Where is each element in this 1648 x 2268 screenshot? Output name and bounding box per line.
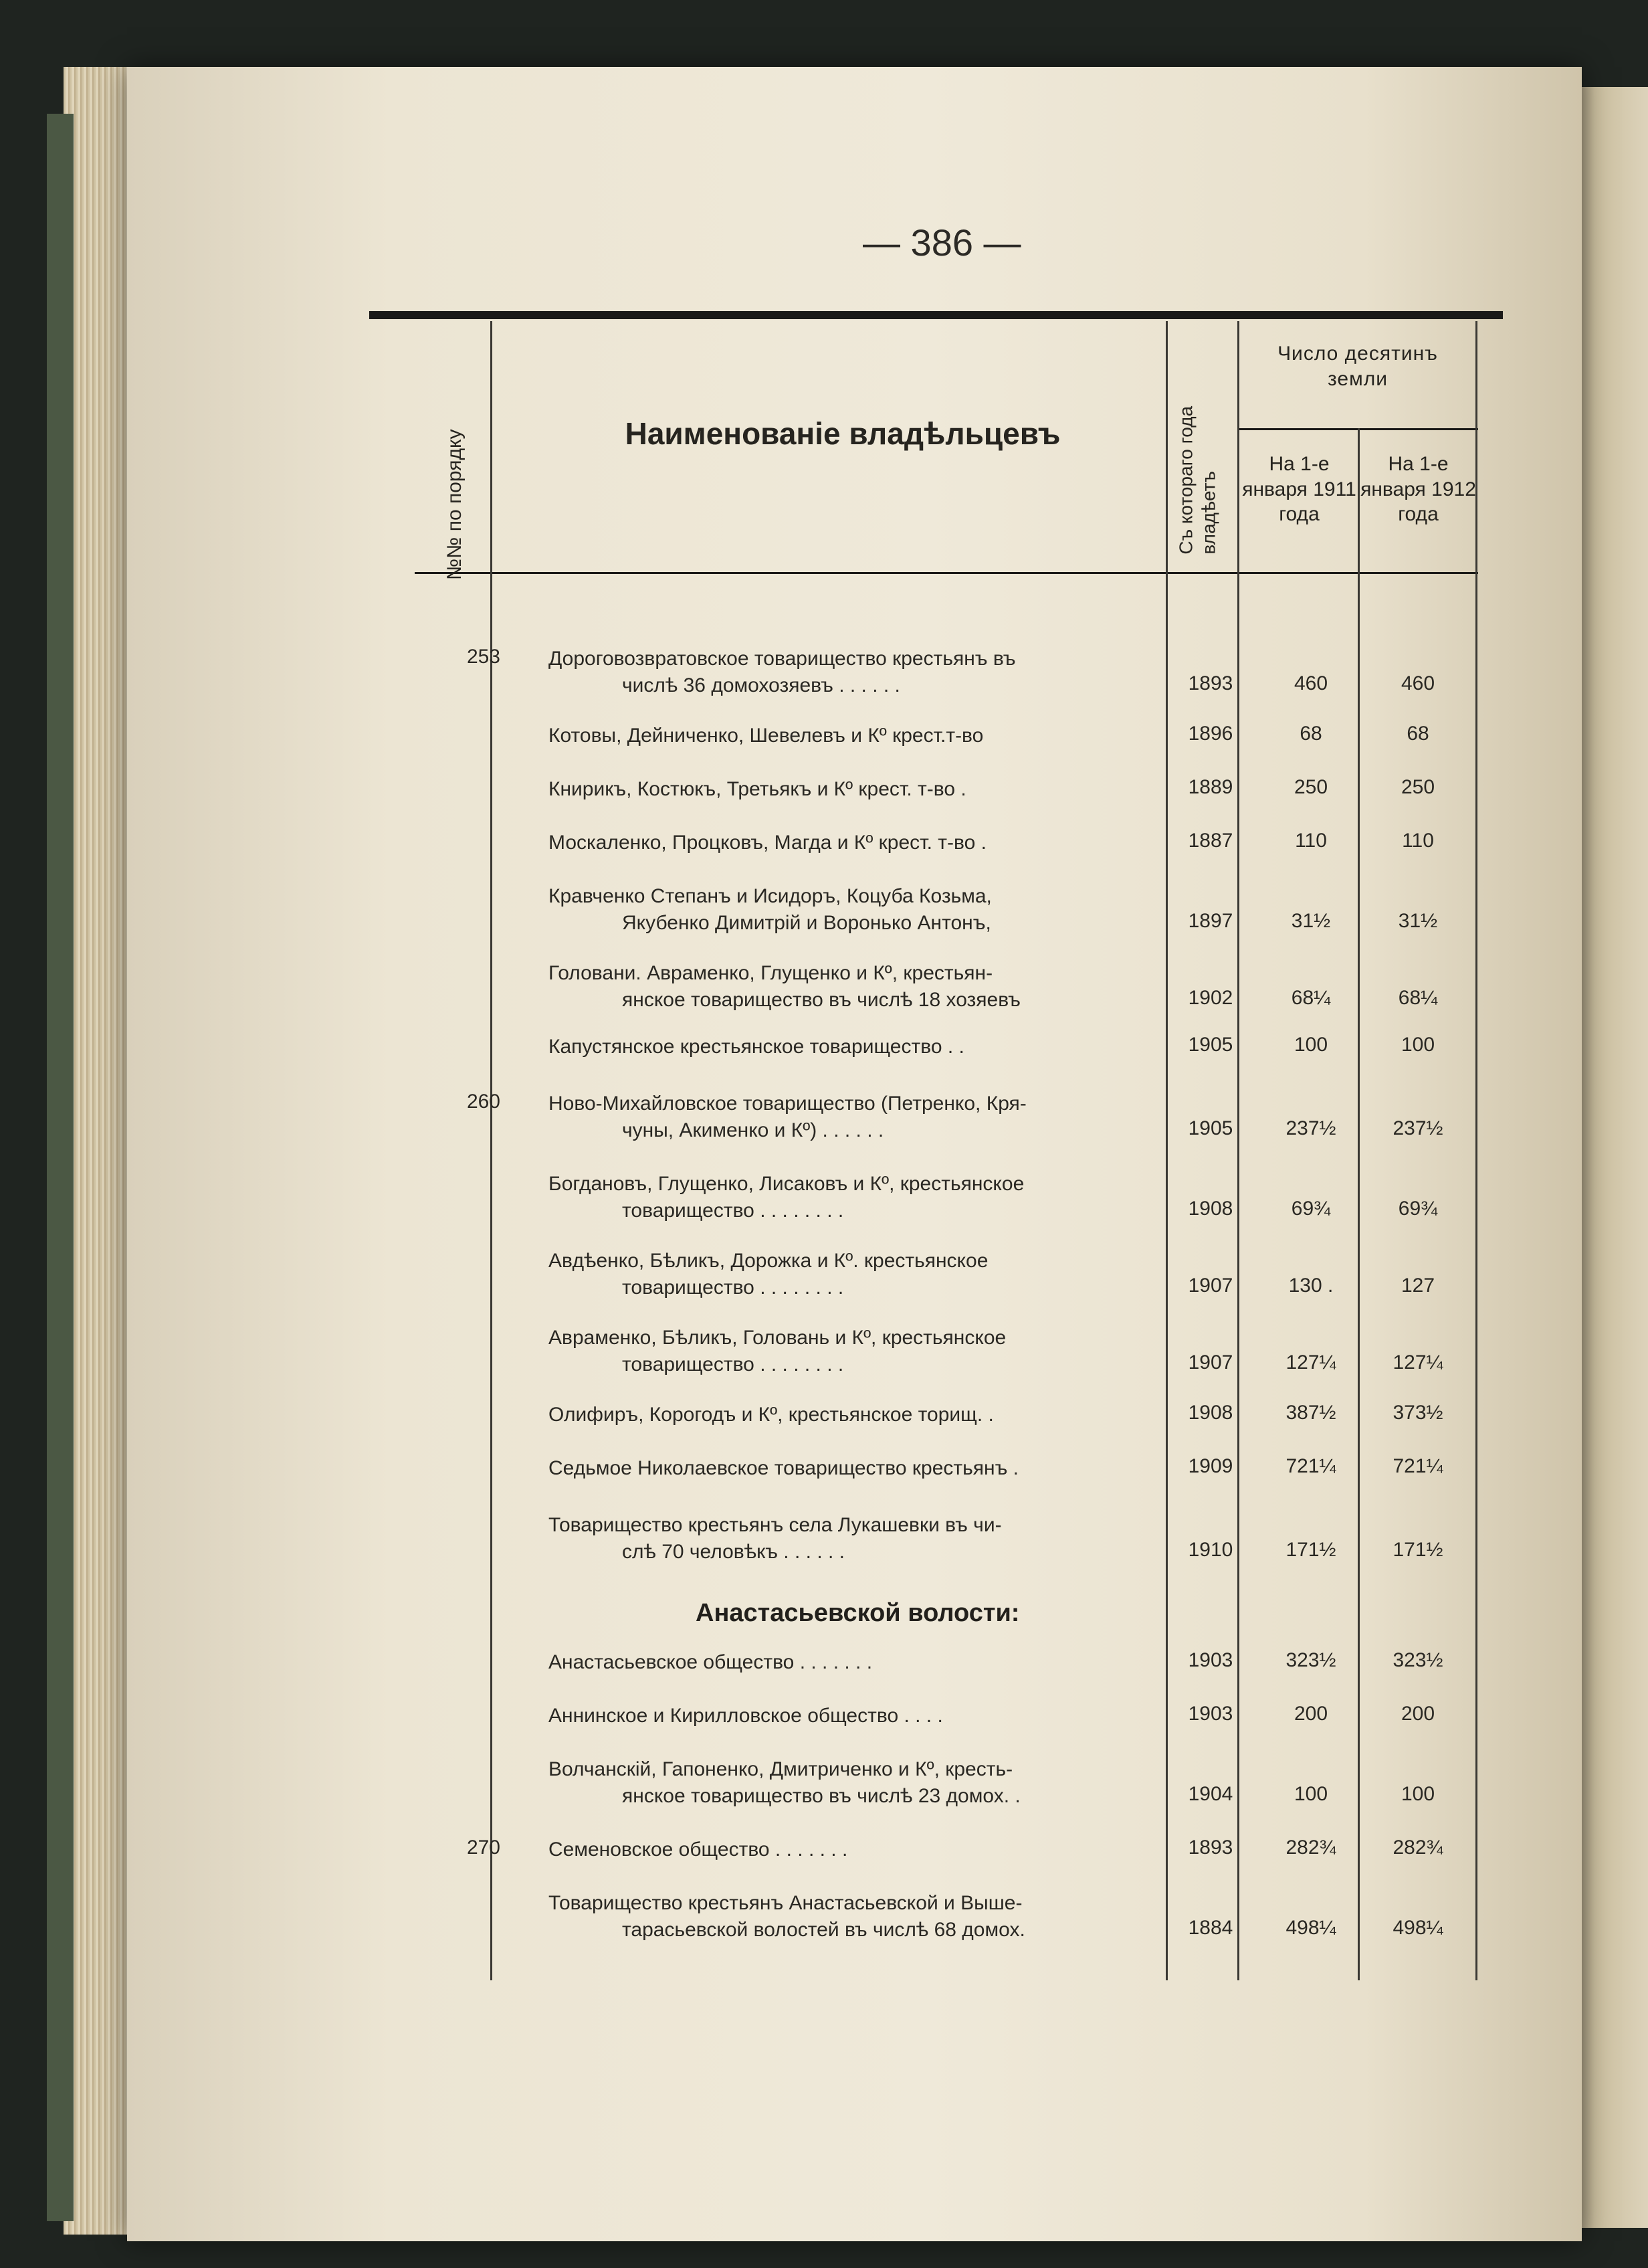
- year-value: 1907: [1188, 1351, 1233, 1374]
- year-value: 1903: [1188, 1649, 1233, 1671]
- area-1912-value: 200: [1401, 1703, 1435, 1725]
- year-value: 1907: [1188, 1274, 1233, 1297]
- area-1911-value: 387½: [1285, 1402, 1336, 1424]
- owner-line: товарищество . . . . . . . .: [622, 1200, 844, 1222]
- header-1911: На 1-е января 1911 года: [1242, 453, 1356, 525]
- area-1911-value: 237½: [1285, 1117, 1336, 1139]
- year-value: 1908: [1188, 1402, 1233, 1424]
- year-value: 1884: [1188, 1917, 1233, 1939]
- owner-line: Товарищество крестьянъ Анастасьевской и Выше-: [548, 1892, 1023, 1914]
- owner-line: Москаленко, Процковъ, Магда и Кº крест. т-во .: [548, 832, 987, 854]
- area-1912-value: 69¾: [1398, 1198, 1438, 1220]
- area-1912-value: 373½: [1393, 1402, 1443, 1424]
- area-1911-value: 130 .: [1288, 1274, 1334, 1297]
- year-value: 1905: [1188, 1117, 1233, 1139]
- owner-line: числѣ 36 домохозяевъ . . . . . .: [622, 674, 900, 696]
- area-1912-value: 68¼: [1398, 987, 1438, 1009]
- year-value: 1896: [1188, 723, 1233, 745]
- area-1912-value: 282¾: [1393, 1836, 1443, 1859]
- owner-line: Аннинское и Кирилловское общество . . . .: [548, 1705, 943, 1727]
- owner-name: [548, 1171, 1150, 1224]
- area-1911-value: 721¼: [1285, 1455, 1336, 1477]
- row-number: 253: [466, 646, 500, 668]
- row-number: 270: [466, 1836, 500, 1859]
- year-value: 1910: [1188, 1539, 1233, 1561]
- column-divider: [490, 321, 492, 1980]
- owner-line: Книрикъ, Костюкъ, Третьякъ и Кº крест. т-во .: [548, 778, 966, 800]
- row-number: 260: [466, 1091, 500, 1113]
- owner-line: янское товарищество въ числѣ 18 хозяевъ: [622, 989, 1021, 1011]
- owner-line: Волчанскій, Гапоненко, Дмитриченко и Кº, кресть-: [548, 1758, 1013, 1780]
- area-1911-value: 100: [1294, 1034, 1328, 1056]
- area-1911-value: 100: [1294, 1783, 1328, 1805]
- owner-line: слѣ 70 человѣкъ . . . . . .: [622, 1541, 845, 1563]
- year-value: 1893: [1188, 1836, 1233, 1859]
- owner-line: янское товарищество въ числѣ 23 домох. .: [622, 1785, 1021, 1807]
- owner-line: Анастасьевское общество . . . . . . .: [548, 1651, 873, 1673]
- owner-line: товарищество . . . . . . . .: [622, 1277, 844, 1299]
- owner-name: [548, 1890, 1150, 1944]
- header-1912: На 1-е января 1912 года: [1360, 453, 1476, 525]
- area-1912-value: 171½: [1393, 1539, 1443, 1561]
- owner-line: Головани. Авраменко, Глущенко и Кº, крестьян-: [548, 962, 993, 984]
- area-1911-value: 498¼: [1285, 1917, 1336, 1939]
- section-title: Анастасьевской волости:: [696, 1599, 1020, 1627]
- area-1911-value: 110: [1295, 830, 1327, 852]
- year-value: 1897: [1188, 910, 1233, 932]
- owner-name: [548, 960, 1150, 1014]
- owner-name: [548, 1034, 1150, 1060]
- column-divider: [1166, 321, 1172, 1980]
- area-1912-value: 250: [1401, 776, 1435, 798]
- column-divider: [1475, 321, 1477, 1980]
- area-1912-value: 127¼: [1393, 1351, 1443, 1374]
- area-1911-value: 460: [1294, 672, 1328, 694]
- area-1912-value: 110: [1402, 830, 1434, 852]
- column-divider: [1237, 321, 1239, 1980]
- owner-name: [548, 1756, 1150, 1810]
- owner-name: [548, 1703, 1150, 1729]
- area-1911-value: 68¼: [1291, 987, 1331, 1009]
- area-1911-value: 68: [1300, 723, 1322, 745]
- owner-line: Товарищество крестьянъ села Лукашевки въ чи-: [548, 1514, 1002, 1536]
- owner-name: [548, 776, 1150, 803]
- owner-line: Дороговозвратовское товарищество крестьянъ въ: [548, 648, 1016, 670]
- owner-line: Якубенко Димитрій и Воронько Антонъ,: [622, 912, 991, 934]
- area-1912-value: 100: [1401, 1783, 1435, 1805]
- owner-line: товарищество . . . . . . . .: [622, 1353, 844, 1376]
- year-value: 1887: [1188, 830, 1233, 852]
- owner-line: Капустянское крестьянское товарищество . .: [548, 1036, 964, 1058]
- owner-line: Авраменко, Бѣликъ, Головань и Кº, крестьянское: [548, 1327, 1007, 1349]
- year-value: 1889: [1188, 776, 1233, 798]
- year-value: 1902: [1188, 987, 1233, 1009]
- area-1911-value: 69¾: [1291, 1198, 1331, 1220]
- owner-name: [548, 1091, 1150, 1144]
- year-value: 1909: [1188, 1455, 1233, 1477]
- year-value: 1908: [1188, 1198, 1233, 1220]
- header-bottom-rule: [415, 572, 1478, 574]
- header-number: №№ по порядку: [443, 429, 466, 580]
- owner-line: чуны, Акименко и Кº) . . . . . .: [622, 1119, 884, 1141]
- owner-name: [548, 1402, 1150, 1428]
- header-year: Съ котораго года владѣетъ: [1175, 405, 1219, 555]
- area-1911-value: 250: [1294, 776, 1328, 798]
- area-1912-value: 237½: [1393, 1117, 1443, 1139]
- table-top-rule: [369, 311, 1503, 319]
- owner-line: Котовы, Дейниченко, Шевелевъ и Кº крест.т-во: [548, 725, 984, 747]
- year-value: 1903: [1188, 1703, 1233, 1725]
- area-1911-value: 171½: [1285, 1539, 1336, 1561]
- area-1911-value: 323½: [1285, 1649, 1336, 1671]
- owner-name: [548, 1836, 1150, 1863]
- owner-line: Ново-Михайловское товарищество (Петренко, Кря-: [548, 1093, 1027, 1115]
- owner-line: Авдѣенко, Бѣликъ, Дорожка и Кº. крестьянское: [548, 1250, 989, 1272]
- owner-name: [548, 1248, 1150, 1301]
- area-1911-value: 200: [1294, 1703, 1328, 1725]
- owner-name: [548, 646, 1150, 699]
- area-1912-value: 323½: [1393, 1649, 1443, 1671]
- area-1912-value: 68: [1407, 723, 1429, 745]
- owner-name: [548, 1649, 1150, 1676]
- owner-line: Богдановъ, Глущенко, Лисаковъ и Кº, крестьянское: [548, 1173, 1025, 1195]
- owner-name: [548, 1512, 1150, 1566]
- header-owner: Наименованіе владѣльцевъ: [625, 416, 1061, 451]
- owner-name: [548, 723, 1150, 749]
- book-cover-edge: [47, 114, 74, 2221]
- area-1911-value: 31½: [1291, 910, 1331, 932]
- year-value: 1893: [1188, 672, 1233, 694]
- area-1912-value: 460: [1401, 672, 1435, 694]
- area-1911-value: 127¼: [1285, 1351, 1336, 1374]
- area-1912-value: 721¼: [1393, 1455, 1443, 1477]
- header-area: Число десятинъ земли: [1277, 343, 1438, 390]
- year-value: 1905: [1188, 1034, 1233, 1056]
- owner-name: [548, 830, 1150, 856]
- owner-line: Кравченко Степанъ и Исидоръ, Коцуба Козьма,: [548, 885, 992, 907]
- owner-line: Седьмое Николаевское товарищество крестьянъ .: [548, 1457, 1019, 1479]
- owner-name: [548, 1455, 1150, 1482]
- area-1912-value: 31½: [1398, 910, 1438, 932]
- owner-line: тарасьевской волостей въ числѣ 68 домох.: [622, 1919, 1025, 1941]
- year-value: 1904: [1188, 1783, 1233, 1805]
- area-1912-value: 100: [1401, 1034, 1435, 1056]
- owner-line: Семеновское общество . . . . . . .: [548, 1838, 848, 1861]
- area-1912-value: 127: [1401, 1274, 1435, 1297]
- page-number: — 386 —: [863, 221, 1021, 264]
- owner-name: [548, 1325, 1150, 1378]
- area-1912-value: 498¼: [1393, 1917, 1443, 1939]
- area-1911-value: 282¾: [1285, 1836, 1336, 1859]
- owner-line: Олифиръ, Корогодъ и Кº, крестьянское торищ. .: [548, 1404, 994, 1426]
- owner-name: [548, 883, 1150, 937]
